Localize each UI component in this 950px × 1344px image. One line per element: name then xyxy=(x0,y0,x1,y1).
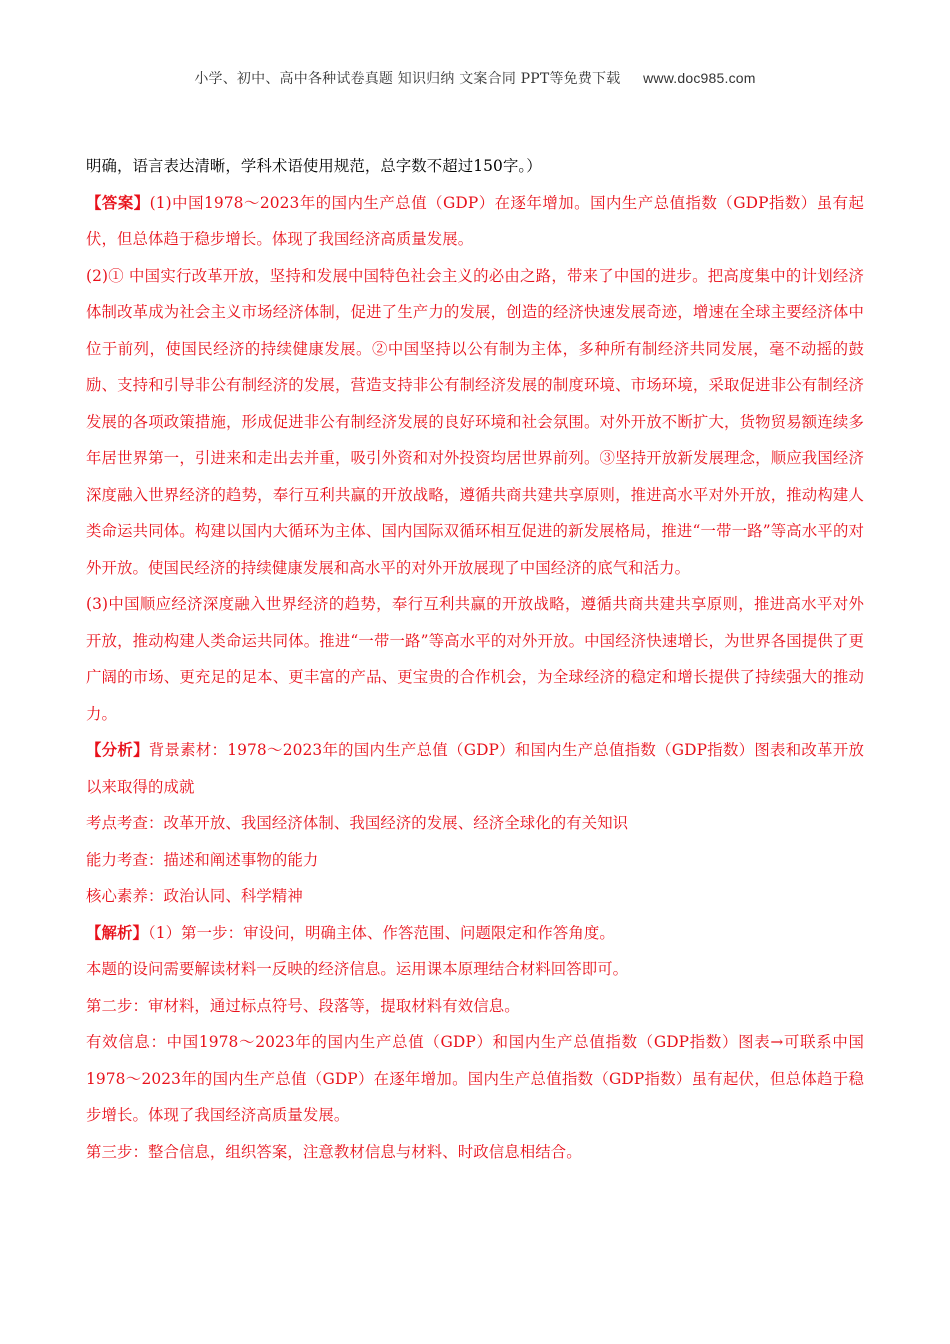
answer-paragraph-3: (3)中国顺应经济深度融入世界经济的趋势，奉行互利共赢的开放战略，遵循共商共建共享原则，推进高水平对外开放，推动构建人类命运共同体。推进“一带一路”等高水平的对外开放。中国经济快速增长，为世界各国提供了更广阔的市场、更充足的足本、更丰富的产品、更宝贵的合作机会，为全球经济的稳定和增长提供了持续强大的推动力。 xyxy=(86,595,864,723)
explanation-step-3: 第三步：整合信息，组织答案，注意教材信息与材料、时政信息相结合。 xyxy=(86,1142,582,1161)
answer-paragraph-2: (2)① 中国实行改革开放，坚持和发展中国特色社会主义的必由之路，带来了中国的进步。把高度集中的计划经济体制改革成为社会主义市场经济体制，促进了生产力的发展，创造的经济快速发展奇迹，增速在全球主要经济体中位于前列，使国民经济的持续健康发展。②中国坚持以公有制为主体，多种所有制经济共同发展，毫不动摇的鼓励、支持和引导非公有制经济的发展，营造支持非公有制经济发展的制度环境、市场环境，采取促进非公有制经济发展的各项政策措施，形成促进非公有制经济发展的良好环境和社会氛围。对外开放不断扩大，货物贸易额连续多年居世界第一，引进来和走出去并重，吸引外资和对外投资均居世界前列。③坚持开放新发展理念，顺应我国经济深度融入世界经济的趋势，奉行互利共赢的开放战略，遵循共商共建共享原则，推进高水平对外开放，推动构建人类命运共同体。构建以国内大循环为主体、国内国际双循环相互促进的新发展格局，推进“一带一路”等高水平的对外开放。使国民经济的持续健康发展和高水平的对外开放展现了中国经济的底气和活力。 xyxy=(86,266,864,577)
analysis-background: 背景素材：1978～2023年的国内生产总值（GDP）和国内生产总值指数（GDP指数）图表和改革开放以来取得的成就 xyxy=(86,741,864,796)
answer-part-1: (1)中国1978～2023年的国内生产总值（GDP）在逐年增加。国内生产总值指数（GDP指数）虽有起伏，但总体趋于稳步增长。体现了我国经济高质量发展。 xyxy=(86,193,864,248)
analysis-ability: 能力考查：描述和阐述事物的能力 xyxy=(86,850,319,869)
header-url[interactable]: www.doc985.com xyxy=(643,70,756,86)
header-text: 小学、初中、高中各种试卷真题 知识归纳 文案合同 PPT等免费下载 xyxy=(194,71,621,87)
analysis-label: 【分析】 xyxy=(86,741,149,759)
explanation-info: 有效信息：中国1978～2023年的国内生产总值（GDP）和国内生产总值指数（GDP指数）图表→可联系中国1978～2023年的国内生产总值（GDP）在逐年增加。国内生产总值指数（GDP指数）虽有起伏，但总体趋于稳步增长。体现了我国经济高质量发展。 xyxy=(86,1033,864,1124)
explanation-step-2: 第二步：审材料，通过标点符号、段落等，提取材料有效信息。 xyxy=(86,996,520,1015)
answer-paragraph-1 xyxy=(86,185,864,258)
analysis-paragraph xyxy=(86,732,864,805)
analysis-literacy: 核心素养：政治认同、科学精神 xyxy=(86,887,303,905)
explanation-step-1: （1）第一步：审设问，明确主体、作答范围、问题限定和作答角度。 xyxy=(147,923,615,942)
explanation-line-2: 本题的设问需要解读材料一反映的经济信息。运用课本原理结合材料回答即可。 xyxy=(86,960,629,978)
intro-paragraph: 明确，语言表达清晰，学科术语使用规范，总字数不超过150字。） xyxy=(86,157,542,175)
explanation-paragraph xyxy=(86,915,864,952)
analysis-points: 考点考查：改革开放、我国经济体制、我国经济的发展、经济全球化的有关知识 xyxy=(86,814,629,832)
answer-label: 【答案】 xyxy=(86,193,150,212)
explanation-label: 【解析】 xyxy=(86,923,148,942)
page-header xyxy=(0,68,950,88)
document-body xyxy=(86,148,864,1170)
